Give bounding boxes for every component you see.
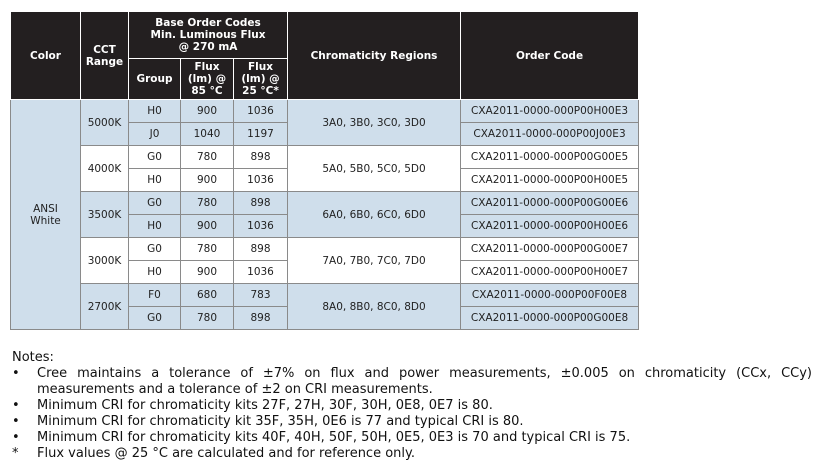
group-cell: G0 <box>129 146 181 169</box>
flux25-cell: 1036 <box>234 215 288 238</box>
header-cct-range: CCT Range <box>81 12 129 100</box>
table-row <box>11 284 639 307</box>
header-order-code: Order Code <box>461 12 639 100</box>
flux85-cell: 680 <box>181 284 234 307</box>
header-base-order-codes: Base Order Codes Min. Luminous Flux @ 270 mA <box>129 12 288 59</box>
flux25-cell: 898 <box>234 146 288 169</box>
order-code-cell: CXA2011-0000-000P00H00E7 <box>461 261 639 284</box>
table-row <box>11 192 639 215</box>
bullet-marker: • <box>12 414 20 429</box>
order-code-cell: CXA2011-0000-000P00J00E3 <box>461 123 639 146</box>
table-row <box>11 238 639 261</box>
flux85-cell: 1040 <box>181 123 234 146</box>
order-code-cell: CXA2011-0000-000P00G00E6 <box>461 192 639 215</box>
table-row <box>11 146 639 169</box>
cct-cell: 3500K <box>81 192 129 238</box>
order-code-cell: CXA2011-0000-000P00G00E8 <box>461 307 639 330</box>
order-code-cell: CXA2011-0000-000P00F00E8 <box>461 284 639 307</box>
table-row <box>11 100 639 123</box>
flux85-cell: 900 <box>181 261 234 284</box>
flux25-cell: 1036 <box>234 169 288 192</box>
note-item <box>12 398 812 414</box>
group-cell: H0 <box>129 169 181 192</box>
group-cell: H0 <box>129 261 181 284</box>
chromaticity-cell: 5A0, 5B0, 5C0, 5D0 <box>288 146 461 192</box>
flux25-cell: 1036 <box>234 261 288 284</box>
note-text: Minimum CRI for chromaticity kit 35F, 35H, 0E6 is 77 and typical CRI is 80. <box>37 414 524 429</box>
note-item <box>12 430 812 446</box>
group-cell: H0 <box>129 215 181 238</box>
header-flux-25: Flux (lm) @ 25 °C* <box>234 59 288 100</box>
cct-cell: 5000K <box>81 100 129 146</box>
flux25-cell: 898 <box>234 192 288 215</box>
flux25-cell: 898 <box>234 238 288 261</box>
note-text: Minimum CRI for chromaticity kits 27F, 27H, 30F, 30H, 0E8, 0E7 is 80. <box>37 398 493 413</box>
order-code-cell: CXA2011-0000-000P00G00E7 <box>461 238 639 261</box>
color-cell: ANSI White <box>11 100 81 330</box>
flux25-cell: 898 <box>234 307 288 330</box>
order-code-cell: CXA2011-0000-000P00H00E3 <box>461 100 639 123</box>
group-cell: G0 <box>129 238 181 261</box>
flux85-cell: 780 <box>181 238 234 261</box>
order-code-cell: CXA2011-0000-000P00H00E5 <box>461 169 639 192</box>
chromaticity-cell: 6A0, 6B0, 6C0, 6D0 <box>288 192 461 238</box>
flux25-cell: 1197 <box>234 123 288 146</box>
flux85-cell: 900 <box>181 169 234 192</box>
flux85-cell: 780 <box>181 146 234 169</box>
header-flux-85: Flux (lm) @ 85 °C <box>181 59 234 100</box>
note-item <box>12 446 812 462</box>
flux25-cell: 783 <box>234 284 288 307</box>
flux25-cell: 1036 <box>234 100 288 123</box>
order-code-table <box>10 11 639 330</box>
note-text: Cree maintains a tolerance of ±7% on flux and power measurements, ±0.005 on chromaticity (CCx, CCy) measurements and a tolerance of ±2 on CRI measurements. <box>37 366 812 397</box>
note-text: Flux values @ 25 °C are calculated and for reference only. <box>37 446 415 461</box>
flux85-cell: 780 <box>181 307 234 330</box>
note-text: Minimum CRI for chromaticity kits 40F, 40H, 50F, 50H, 0E5, 0E3 is 70 and typical CRI is 75. <box>37 430 631 445</box>
flux85-cell: 900 <box>181 100 234 123</box>
asterisk-marker: * <box>12 446 19 461</box>
bullet-marker: • <box>12 398 20 413</box>
group-cell: G0 <box>129 192 181 215</box>
order-code-cell: CXA2011-0000-000P00H00E6 <box>461 215 639 238</box>
bullet-marker: • <box>12 430 20 445</box>
notes-section <box>12 350 812 462</box>
group-cell: F0 <box>129 284 181 307</box>
bullet-marker: • <box>12 366 20 381</box>
header-group: Group <box>129 59 181 100</box>
note-item <box>12 366 812 398</box>
flux85-cell: 780 <box>181 192 234 215</box>
chromaticity-cell: 3A0, 3B0, 3C0, 3D0 <box>288 100 461 146</box>
notes-title: Notes: <box>12 350 54 365</box>
header-chromaticity-regions: Chromaticity Regions <box>288 12 461 100</box>
group-cell: G0 <box>129 307 181 330</box>
cct-cell: 2700K <box>81 284 129 330</box>
chromaticity-cell: 7A0, 7B0, 7C0, 7D0 <box>288 238 461 284</box>
cct-cell: 3000K <box>81 238 129 284</box>
group-cell: J0 <box>129 123 181 146</box>
group-cell: H0 <box>129 100 181 123</box>
cct-cell: 4000K <box>81 146 129 192</box>
order-code-cell: CXA2011-0000-000P00G00E5 <box>461 146 639 169</box>
flux85-cell: 900 <box>181 215 234 238</box>
chromaticity-cell: 8A0, 8B0, 8C0, 8D0 <box>288 284 461 330</box>
header-color: Color <box>11 12 81 100</box>
note-item <box>12 414 812 430</box>
